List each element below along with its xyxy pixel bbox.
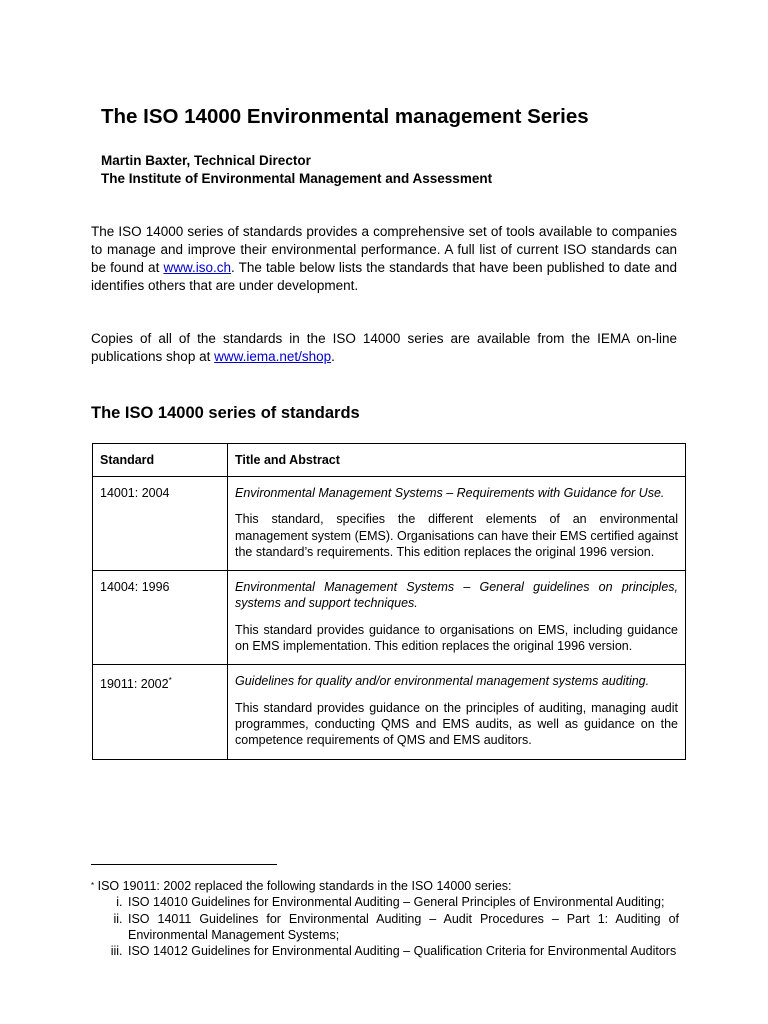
- standard-abstract: This standard, specifies the different elements of an environmental management system (EMS). Organisations can have their EMS certified against the standard’s requirements. This edition replaces the original 1996 version.: [235, 512, 678, 559]
- footnote-item: iii. ISO 14012 Guidelines for Environmental Auditing – Qualification Criteria for Environmental Auditors: [126, 943, 679, 959]
- author-block: [101, 152, 492, 188]
- table-row: [93, 477, 686, 571]
- iso-website-link[interactable]: www.iso.ch: [163, 260, 231, 275]
- footnote-intro: [91, 878, 679, 894]
- standard-code-cell: [93, 477, 228, 571]
- footnote: [91, 878, 679, 959]
- column-header-standard: Standard: [93, 444, 228, 477]
- standard-abstract: This standard provides guidance on the principles of auditing, managing audit programmes, conducting QMS and EMS audits, as well as guidance on the competence requirements of QMS and EMS auditors.: [235, 700, 678, 748]
- standard-code: 19011: 2002: [100, 677, 169, 692]
- standard-code-cell: [93, 665, 228, 759]
- standard-code-wrapper: [100, 673, 220, 692]
- standard-title: Guidelines for quality and/or environmental management systems auditing.: [235, 674, 650, 689]
- standards-table: [92, 443, 686, 760]
- standard-code: 14001: 2004: [100, 486, 170, 500]
- footnote-item: ii. ISO 14011 Guidelines for Environmental Auditing – Audit Procedures – Part 1: Auditing of Environmental Management Systems;: [126, 911, 679, 944]
- document-title: The ISO 14000 Environmental management Series: [101, 105, 589, 128]
- intro-paragraph-1: [91, 223, 677, 295]
- footnote-separator: [91, 864, 277, 865]
- iema-shop-link[interactable]: www.iema.net/shop: [214, 349, 332, 364]
- intro-text-1b: . The table below lists the standards that have been published to date and identifies others that are under development.: [91, 260, 677, 293]
- standard-title: Environmental Management Systems – General guidelines on principles, systems and support techniques.: [235, 580, 678, 611]
- footnote-item: i. ISO 14010 Guidelines for Environmental Auditing – General Principles of Environmental Auditing;: [126, 894, 679, 910]
- table-row: [93, 665, 686, 759]
- intro-text-2b: .: [331, 349, 335, 364]
- title-abstract-cell: [228, 477, 686, 571]
- footnote-marker: *: [168, 676, 172, 686]
- table-header-row: [93, 444, 686, 477]
- author-name: Martin Baxter, Technical Director: [101, 153, 311, 168]
- section-title: The ISO 14000 series of standards: [91, 404, 360, 422]
- title-abstract-cell: [228, 571, 686, 665]
- title-abstract-cell: [228, 665, 686, 759]
- standard-code: 14004: 1996: [100, 580, 170, 595]
- intro-paragraph-2: [91, 330, 677, 366]
- standard-abstract: This standard provides guidance to organisations on EMS, including guidance on EMS implementation. This edition replaces the original 1996 version.: [235, 622, 678, 654]
- table-row: [93, 571, 686, 665]
- standard-code-cell: [93, 571, 228, 665]
- column-header-title: Title and Abstract: [228, 444, 686, 477]
- footnote-symbol: *: [91, 881, 95, 890]
- footnote-list: [91, 894, 679, 959]
- author-organisation: The Institute of Environmental Management and Assessment: [101, 171, 493, 186]
- intro-text-2a: Copies of all of the standards in the ISO 14000 series are available from the IEMA on-line publications shop at: [91, 331, 677, 364]
- intro-text-1a: The ISO 14000 series of standards provides a comprehensive set of tools available to companies to manage and improve their environmental performance. A full list of current ISO standards can be found at: [91, 224, 677, 275]
- footnote-text: ISO 19011: 2002 replaced the following standards in the ISO 14000 series:: [94, 879, 512, 893]
- standard-title: Environmental Management Systems – Requirements with Guidance for Use.: [235, 486, 665, 500]
